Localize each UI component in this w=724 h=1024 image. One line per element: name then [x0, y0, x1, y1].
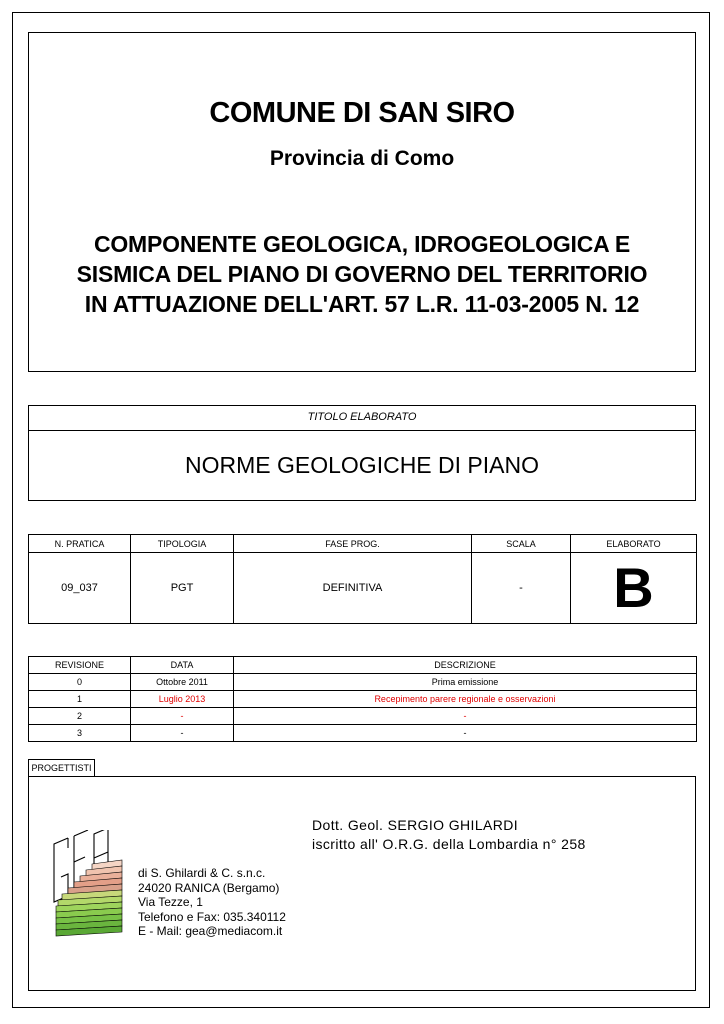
rev-number: 2 [29, 708, 131, 725]
rev-description: - [234, 725, 697, 742]
rev-date: Luglio 2013 [131, 691, 234, 708]
table-row [29, 691, 697, 708]
component-line-2: SISMICA DEL PIANO DI GOVERNO DEL TERRITORIO [76, 261, 648, 287]
header-box [28, 32, 696, 372]
firm-phone: Telefono e Fax: 035.340112 [138, 909, 286, 924]
titolo-divider [28, 430, 696, 431]
header-n-pratica: N. PRATICA [29, 535, 131, 553]
titolo-value: NORME GEOLOGICHE DI PIANO [185, 452, 539, 478]
header-data: DATA [131, 657, 234, 674]
designer-registration: iscritto all' O.R.G. della Lombardia n° 258 [312, 836, 586, 852]
titolo-label: TITOLO ELABORATO [307, 411, 417, 423]
firm-city: 24020 RANICA (Bergamo) [138, 880, 280, 895]
province-subtitle: Provincia di Como [269, 147, 455, 170]
value-fase-prog: DEFINITIVA [234, 553, 472, 624]
header-tipologia: TIPOLOGIA [131, 535, 234, 553]
header-elaborato: ELABORATO [571, 535, 697, 553]
table-row [29, 674, 697, 691]
firm-address: Via Tezze, 1 [138, 895, 203, 909]
firm-info [138, 866, 286, 939]
rev-date: - [131, 708, 234, 725]
info-table [28, 534, 697, 624]
component-title [0, 229, 724, 319]
rev-date: Ottobre 2011 [131, 674, 234, 691]
value-elaborato: B [571, 553, 697, 624]
progettisti-label: PROGETTISTI [28, 759, 95, 776]
table-row [29, 725, 697, 742]
designer-name: Dott. Geol. SERGIO GHILARDI [312, 817, 519, 833]
rev-number: 1 [29, 691, 131, 708]
header-revisione: REVISIONE [29, 657, 131, 674]
rev-description: - [234, 708, 697, 725]
header-scala: SCALA [472, 535, 571, 553]
revisioni-table [28, 656, 697, 742]
rev-description: Recepimento parere regionale e osservazioni [234, 691, 697, 708]
rev-description: Prima emissione [234, 674, 697, 691]
firm-name: di S. Ghilardi & C. s.n.c. [138, 866, 266, 880]
rev-number: 3 [29, 725, 131, 742]
gea-logo [48, 830, 132, 942]
rev-date: - [131, 725, 234, 742]
value-scala: - [472, 553, 571, 624]
rev-number: 0 [29, 674, 131, 691]
header-fase-prog: FASE PROG. [234, 535, 472, 553]
designer-info [312, 816, 586, 854]
component-line-3: IN ATTUAZIONE DELL'ART. 57 L.R. 11-03-2005 N. 12 [84, 291, 640, 317]
firm-email: E - Mail: gea@mediacom.it [138, 924, 283, 938]
component-line-1: COMPONENTE GEOLOGICA, IDROGEOLOGICA E [93, 231, 631, 257]
header-descrizione: DESCRIZIONE [234, 657, 697, 674]
value-n-pratica: 09_037 [29, 553, 131, 624]
table-row [29, 708, 697, 725]
value-tipologia: PGT [131, 553, 234, 624]
municipality-title: COMUNE DI SAN SIRO [209, 97, 515, 129]
